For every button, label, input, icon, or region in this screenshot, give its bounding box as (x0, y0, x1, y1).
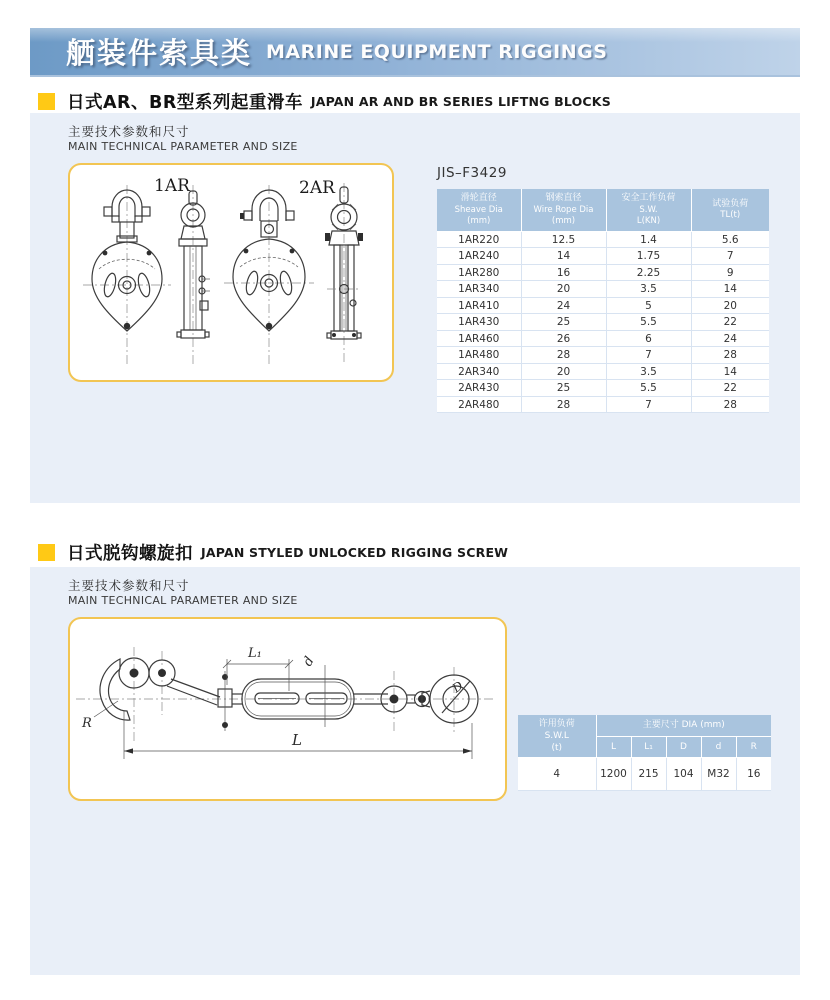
table-cell: 1AR340 (437, 281, 521, 298)
table-cell: 28 (691, 396, 769, 413)
dim-label-r: R (82, 716, 92, 731)
col-header-R: R (736, 736, 771, 758)
table-cell: 2AR430 (437, 380, 521, 397)
standard-label: JIS–F3429 (437, 165, 507, 181)
section1-panel (30, 113, 800, 503)
table-cell: 1200 (596, 758, 631, 791)
section1-title-cn: 日式AR、BR型系列起重滑车 (67, 93, 303, 113)
table-cell: 22 (691, 380, 769, 397)
table-cell: 2AR480 (437, 396, 521, 413)
blocks-technical-drawing (70, 165, 388, 376)
table-cell: 5 (606, 297, 691, 314)
table-row (437, 248, 769, 265)
table-cell: 28 (521, 396, 606, 413)
table-row (437, 380, 769, 397)
table-cell: 7 (606, 347, 691, 364)
table-row (437, 396, 769, 413)
col-header-test-load: 试验负荷 TL(t) (691, 189, 769, 231)
table-row (437, 264, 769, 281)
dim-label-big-d: D (449, 678, 466, 696)
table-cell: 1AR410 (437, 297, 521, 314)
table-cell: 1AR220 (437, 231, 521, 248)
col-header-d: d (701, 736, 736, 758)
table-cell: 28 (521, 347, 606, 364)
table-cell: 3.5 (606, 363, 691, 380)
table-cell: 14 (691, 363, 769, 380)
table-cell: 2AR340 (437, 363, 521, 380)
col-header-D: D (666, 736, 701, 758)
section1-param-label-en: MAIN TECHNICAL PARAMETER AND SIZE (68, 140, 298, 153)
table-cell: 1AR480 (437, 347, 521, 364)
banner-title-en: MARINE EQUIPMENT RIGGINGS (266, 40, 608, 63)
table-cell: 7 (606, 396, 691, 413)
table-cell: 20 (521, 363, 606, 380)
dim-label-d: d (300, 654, 318, 669)
table-cell: 20 (691, 297, 769, 314)
figure-label-1ar: 1AR (154, 176, 190, 196)
dim-label-l1: L₁ (248, 646, 262, 661)
rigging-screw-technical-drawing (70, 619, 501, 795)
rigging-screw-spec-table (518, 715, 771, 791)
banner-title-cn: 舾装件索具类 (66, 36, 253, 70)
table-cell: 28 (691, 347, 769, 364)
drawing-1ar-front (83, 185, 171, 365)
table-cell: 1.4 (606, 231, 691, 248)
table-cell: 5.5 (606, 314, 691, 331)
table-cell: M32 (701, 758, 736, 791)
table-cell: 4 (518, 758, 596, 791)
table-cell: 12.5 (521, 231, 606, 248)
table-cell: 1AR280 (437, 264, 521, 281)
col-header-main-size: 主要尺寸 DIA (mm) (596, 715, 771, 736)
table-cell: 16 (736, 758, 771, 791)
table-cell: 104 (666, 758, 701, 791)
table-row (437, 330, 769, 347)
drawing-2ar-side (325, 183, 363, 365)
rigging-table-header (518, 715, 771, 758)
table-row (437, 231, 769, 248)
table-cell: 215 (631, 758, 666, 791)
table-cell: 22 (691, 314, 769, 331)
section2-param-label-cn: 主要技术参数和尺寸 (68, 578, 190, 593)
col-header-wire-rope-dia: 钢索直径 Wire Rope Dia (mm) (521, 189, 606, 231)
col-header-L1: L₁ (631, 736, 666, 758)
section2-title-cn: 日式脱钩螺旋扣 (67, 544, 193, 564)
col-header-sheave-dia: 滑轮直径 Sheave Dia (mm) (437, 189, 521, 231)
table-cell: 3.5 (606, 281, 691, 298)
drawing-turnbuckle-body (242, 665, 388, 727)
table-cell: 7 (691, 248, 769, 265)
table-row (437, 363, 769, 380)
table-cell: 1AR460 (437, 330, 521, 347)
section2-header (38, 540, 508, 565)
table-row (518, 758, 771, 791)
section1-title-en: JAPAN AR AND BR SERIES LIFTNG BLOCKS (310, 94, 611, 109)
table-cell: 14 (521, 248, 606, 265)
blocks-table-header (437, 189, 769, 231)
col-header-swl: 安全工作负荷 S.W. L(KN) (606, 189, 691, 231)
table-cell: 1AR430 (437, 314, 521, 331)
table-cell: 6 (606, 330, 691, 347)
dim-label-l: L (292, 731, 302, 749)
blocks-table-body (437, 231, 769, 413)
yellow-square-bullet (38, 93, 55, 110)
section2-param-label-en: MAIN TECHNICAL PARAMETER AND SIZE (68, 594, 298, 607)
section2-title-en: JAPAN STYLED UNLOCKED RIGGING SCREW (201, 545, 509, 560)
rigging-screw-drawing-box (68, 617, 507, 801)
table-cell: 26 (521, 330, 606, 347)
table-cell: 1AR240 (437, 248, 521, 265)
blocks-spec-table (437, 189, 769, 413)
table-cell: 25 (521, 314, 606, 331)
figure-label-2ar: 2AR (299, 178, 335, 198)
table-cell: 16 (521, 264, 606, 281)
table-cell: 5.5 (606, 380, 691, 397)
col-header-L: L (596, 736, 631, 758)
col-header-swl: 许用负荷 S.W.L (t) (518, 715, 596, 758)
drawing-hook-end (94, 647, 242, 741)
table-cell: 24 (521, 297, 606, 314)
table-cell: 24 (691, 330, 769, 347)
table-cell: 25 (521, 380, 606, 397)
drawing-2ar-front (224, 185, 314, 365)
drawing-1ar-side (177, 185, 210, 365)
section2-panel (30, 567, 800, 975)
table-cell: 1.75 (606, 248, 691, 265)
table-row (437, 297, 769, 314)
table-cell: 2.25 (606, 264, 691, 281)
yellow-square-bullet (38, 544, 55, 561)
table-row (437, 347, 769, 364)
table-row (437, 314, 769, 331)
table-cell: 14 (691, 281, 769, 298)
section1-param-label-cn: 主要技术参数和尺寸 (68, 124, 190, 139)
table-row (437, 281, 769, 298)
page-banner (30, 28, 800, 77)
table-cell: 5.6 (691, 231, 769, 248)
table-cell: 20 (521, 281, 606, 298)
section1-header (38, 89, 611, 114)
table-cell: 9 (691, 264, 769, 281)
blocks-drawing-box (68, 163, 394, 382)
drawing-eye-end (381, 667, 478, 733)
